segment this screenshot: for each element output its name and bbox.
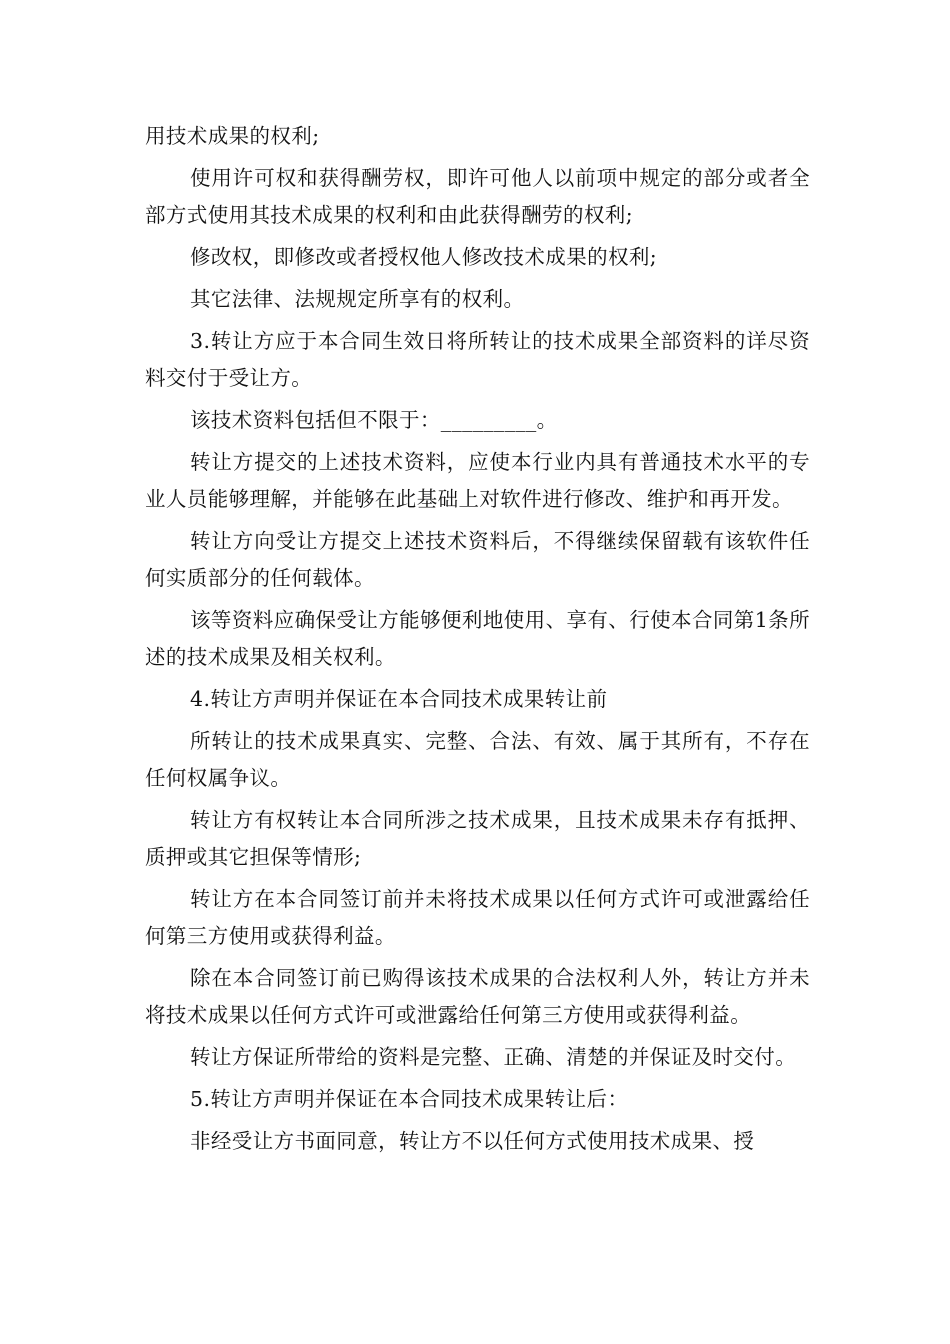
paragraph: 非经受让方书面同意，转让方不以任何方式使用技术成果、授 [190,1129,755,1153]
paragraph-continued: 用技术成果的权利; [145,124,320,148]
paragraph: 修改权，即修改或者授权他人修改技术成果的权利; [190,245,658,269]
paragraph: 该等资料应确保受让方能够便利地使用、享有、行使本合同第1条所述的技术成果及相关权利。 [145,608,810,669]
paragraph: 转让方在本合同签订前并未将技术成果以任何方式许可或泄露给任何第三方使用或获得利益。 [145,887,810,948]
paragraph: 转让方有权转让本合同所涉之技术成果，且技术成果未存有抵押、质押或其它担保等情形; [145,808,810,869]
paragraph: 该技术资料包括但不限于：_________。 [190,408,558,432]
paragraph: 除在本合同签订前已购得该技术成果的合法权利人外，转让方并未将技术成果以任何方式许可或泄露给任何第三方使用或获得利益。 [145,966,810,1027]
clause-3-heading: 3.转让方应于本合同生效日将所转让的技术成果全部资料的详尽资料交付于受让方。 [145,329,810,390]
paragraph: 使用许可权和获得酬劳权，即许可他人以前项中规定的部分或者全部方式使用其技术成果的权利和由此获得酬劳的权利; [145,166,810,227]
paragraph: 所转让的技术成果真实、完整、合法、有效、属于其所有，不存在任何权属争议。 [145,729,810,790]
clause-4-heading: 4.转让方声明并保证在本合同技术成果转让前 [190,687,608,711]
clause-5-heading: 5.转让方声明并保证在本合同技术成果转让后： [190,1087,629,1111]
paragraph: 转让方提交的上述技术资料，应使本行业内具有普通技术水平的专业人员能够理解，并能够在此基础上对软件进行修改、维护和再开发。 [145,450,810,511]
paragraph: 转让方保证所带给的资料是完整、正确、清楚的并保证及时交付。 [190,1045,797,1069]
paragraph: 转让方向受让方提交上述技术资料后，不得继续保留载有该软件任何实质部分的任何载体。 [145,529,810,590]
paragraph: 其它法律、法规规定所享有的权利。 [190,287,525,311]
